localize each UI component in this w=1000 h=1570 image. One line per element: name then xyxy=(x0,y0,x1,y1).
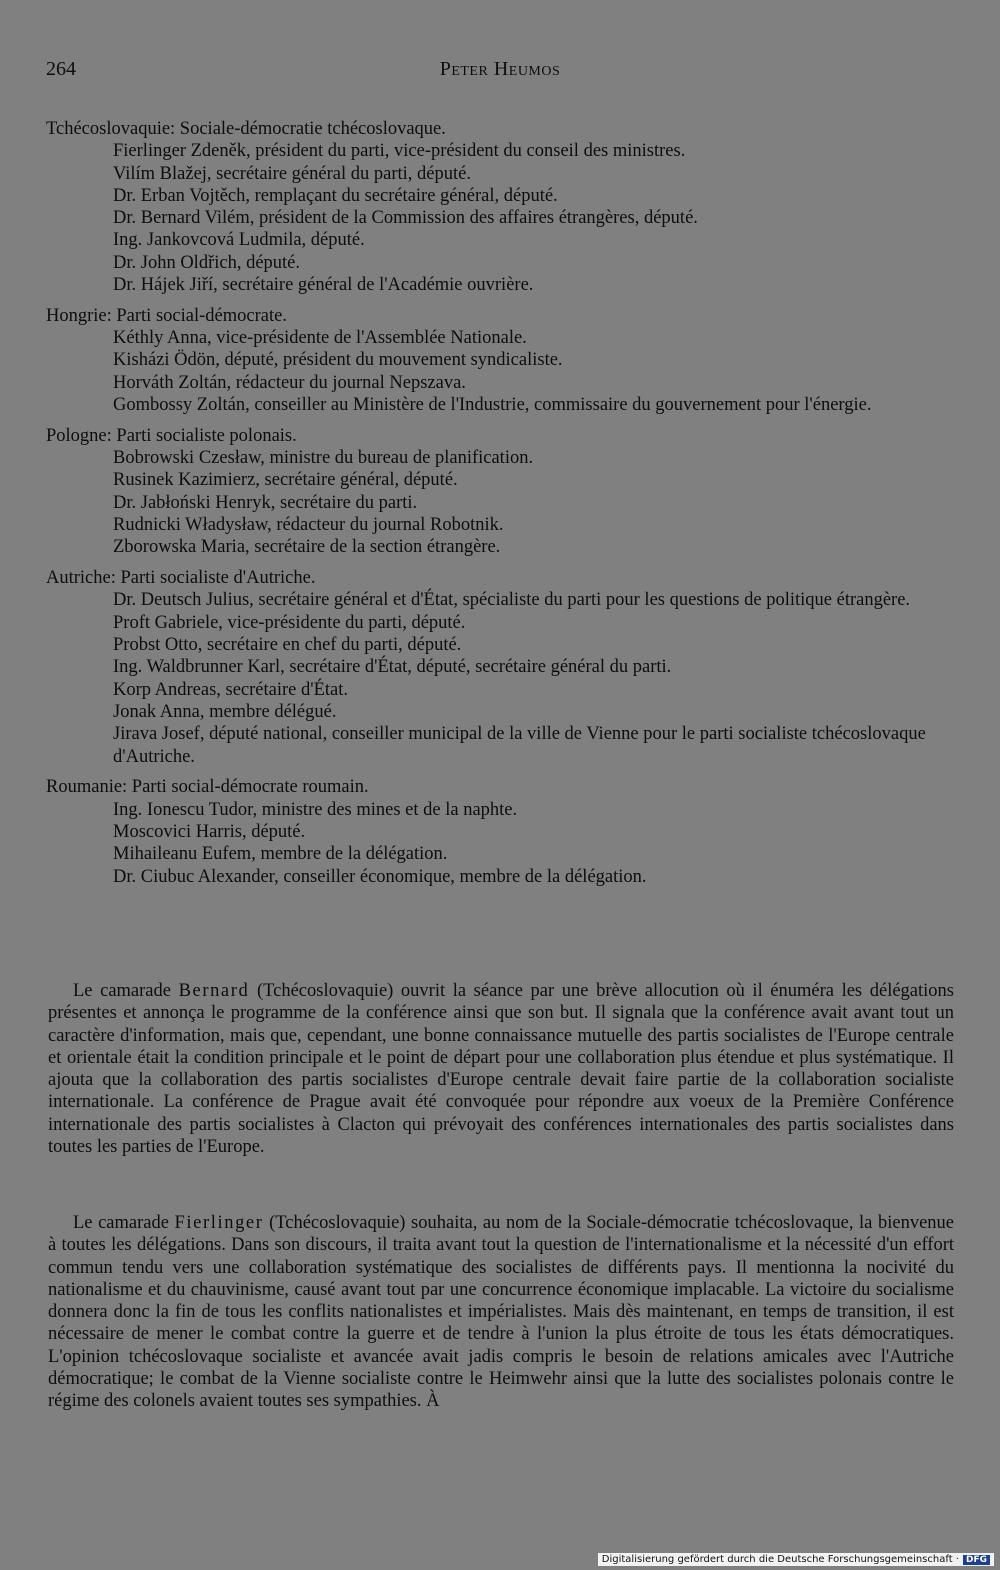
member-line: Jonak Anna, membre délégué. xyxy=(113,701,337,722)
dfg-logo: DFG xyxy=(963,1555,990,1565)
member-line: Mihaileanu Eufem, membre de la délégation. xyxy=(113,844,448,865)
page-number: 264 xyxy=(46,58,76,80)
member-line: Vilím Blažej, secrétaire général du parti, député. xyxy=(113,163,471,184)
delegation-hungary xyxy=(46,305,956,416)
paragraph-lead: Le camarade xyxy=(73,981,179,1001)
country-party-line: Tchécoslovaquie: Sociale-démocratie tchécoslovaque. xyxy=(46,119,446,139)
member-line: Dr. Hájek Jiří, secrétaire général de l'Académie ouvrière. xyxy=(113,275,534,296)
digitization-footer xyxy=(598,1553,994,1566)
member-line: Zborowska Maria, secrétaire de la section étrangère. xyxy=(113,537,501,558)
country-party-line: Pologne: Parti socialiste polonais. xyxy=(46,425,297,446)
member-line: Dr. John Oldřich, député. xyxy=(113,252,301,273)
paragraph-rest: (Tchécoslovaquie) souhaita, au nom de la Sociale-démocratie tchécoslovaque, la bienvenue à toutes les délégations. Dans son discours, il traita avant tout la question de l'internationalisme et la nécessité d'un effort commun tendu vers une collaboration systématique des socialistes de différents pays. Il mentionna la nocivité du nationalisme et du chauvinisme, causé avant tout par une concurrence économique implacable. La victoire du socialisme donnera donc la fin de tous les conflits nationalistes et impérialistes. Mais dès maintenant, en temps de transition, il est nécessaire de mener le combat contre la guerre et de tendre à l'union la plus étroite de tous les états démocratiques. L'opinion tchécoslovaque socialiste et avancée avait jadis compris le besoin de relations amicales avec l'Autriche démocratique; le combat de la Vienne socialiste contre le Heimwehr ainsi que la lutte des socialistes polonais contre le régime des colonels avaient toutes ses sympathies. À xyxy=(48,1213,954,1412)
delegation-czechoslovakia xyxy=(46,118,956,296)
paragraph-bernard xyxy=(48,980,954,1158)
member-line: Bobrowski Czesław, ministre du bureau de planification. xyxy=(113,448,534,469)
member-line: Moscovici Harris, député. xyxy=(113,821,306,842)
member-line: Dr. Jabłoński Henryk, secrétaire du parti. xyxy=(113,492,418,513)
member-line: Rusinek Kazimierz, secrétaire général, député. xyxy=(113,470,458,491)
member-line: Ing. Jankovcová Ludmila, député. xyxy=(113,230,365,251)
running-head: Peter Heumos xyxy=(439,58,561,80)
country-party-line: Roumanie: Parti social-démocrate roumain. xyxy=(46,777,369,798)
member-line: Gombossy Zoltán, conseiller au Ministère de l'Industrie, commissaire du gouvernement pour l'énergie. xyxy=(113,395,872,416)
member-line: Kéthly Anna, vice-présidente de l'Assemblée Nationale. xyxy=(113,328,527,349)
footer-text: Digitalisierung gefördert durch die Deutsche Forschungsgemeinschaft · xyxy=(601,1554,959,1565)
delegation-list xyxy=(46,118,956,896)
member-line: Ing. Ionescu Tudor, ministre des mines et de la naphte. xyxy=(113,799,518,820)
paragraph-text xyxy=(48,1212,954,1413)
member-line: Dr. Erban Vojtěch, remplaçant du secrétaire général, député. xyxy=(113,185,558,206)
member-line: Jirava Josef, député national, conseiller municipal de la ville de Vienne pour le parti socialiste tchécoslovaque d'Autriche. xyxy=(113,724,926,767)
paragraph-lead: Le camarade xyxy=(73,1213,175,1233)
paragraph-text xyxy=(48,980,954,1158)
member-line: Dr. Deutsch Julius, secrétaire général et d'État, spécialiste du parti pour les questions de politique étrangère. xyxy=(113,590,911,611)
page-header xyxy=(46,58,954,84)
member-line: Horváth Zoltán, rédacteur du journal Nepszava. xyxy=(113,372,466,393)
country-party-line: Autriche: Parti socialiste d'Autriche. xyxy=(46,568,316,589)
member-line: Kisházi Ödön, député, président du mouvement syndicaliste. xyxy=(113,350,563,371)
member-line: Proft Gabriele, vice-présidente du parti, député. xyxy=(113,612,466,633)
member-line: Ing. Waldbrunner Karl, secrétaire d'État, député, secrétaire général du parti. xyxy=(113,657,672,678)
delegation-austria xyxy=(46,567,956,768)
member-line: Probst Otto, secrétaire en chef du parti, député. xyxy=(113,635,462,656)
country-party-line: Hongrie: Parti social-démocrate. xyxy=(46,305,287,326)
paragraph-rest: (Tchécoslovaquie) ouvrit la séance par une brève allocution où il énuméra les délégations présentes et annonça le programme de la conférence ainsi que son but. Il signala que la conférence avait avant tout un caractère d'information, mais que, cependant, une bonne connaissance mutuelle des partis socialistes de l'Europe centrale et orientale était la condition principale et le point de départ pour une collaboration plus étendue et plus systématique. Il ajouta que la collaboration des partis socialistes d'Europe centrale devait faire partie de la collaboration socialiste internationale. La conférence de Prague avait été convoquée pour répondre aux voeux de la Première Conférence internationale des partis socialistes à Clacton qui prévoyait des conférences internationales des partis socialistes dans toutes les parties de l'Europe. xyxy=(48,981,954,1158)
delegation-poland xyxy=(46,425,956,559)
speaker-name: Fierlinger xyxy=(174,1213,264,1233)
member-line: Korp Andreas, secrétaire d'État. xyxy=(113,679,348,700)
member-line: Dr. Ciubuc Alexander, conseiller économique, membre de la délégation. xyxy=(113,866,647,887)
member-line: Fierlinger Zdeněk, président du parti, vice-président du conseil des ministres. xyxy=(113,141,686,162)
delegation-romania xyxy=(46,776,956,887)
member-line: Rudnicki Władysław, rédacteur du journal Robotnik. xyxy=(113,515,504,536)
speaker-name: Bernard xyxy=(178,981,250,1001)
member-line: Dr. Bernard Vilém, président de la Commission des affaires étrangères, député. xyxy=(113,208,698,229)
paragraph-fierlinger xyxy=(48,1212,954,1413)
